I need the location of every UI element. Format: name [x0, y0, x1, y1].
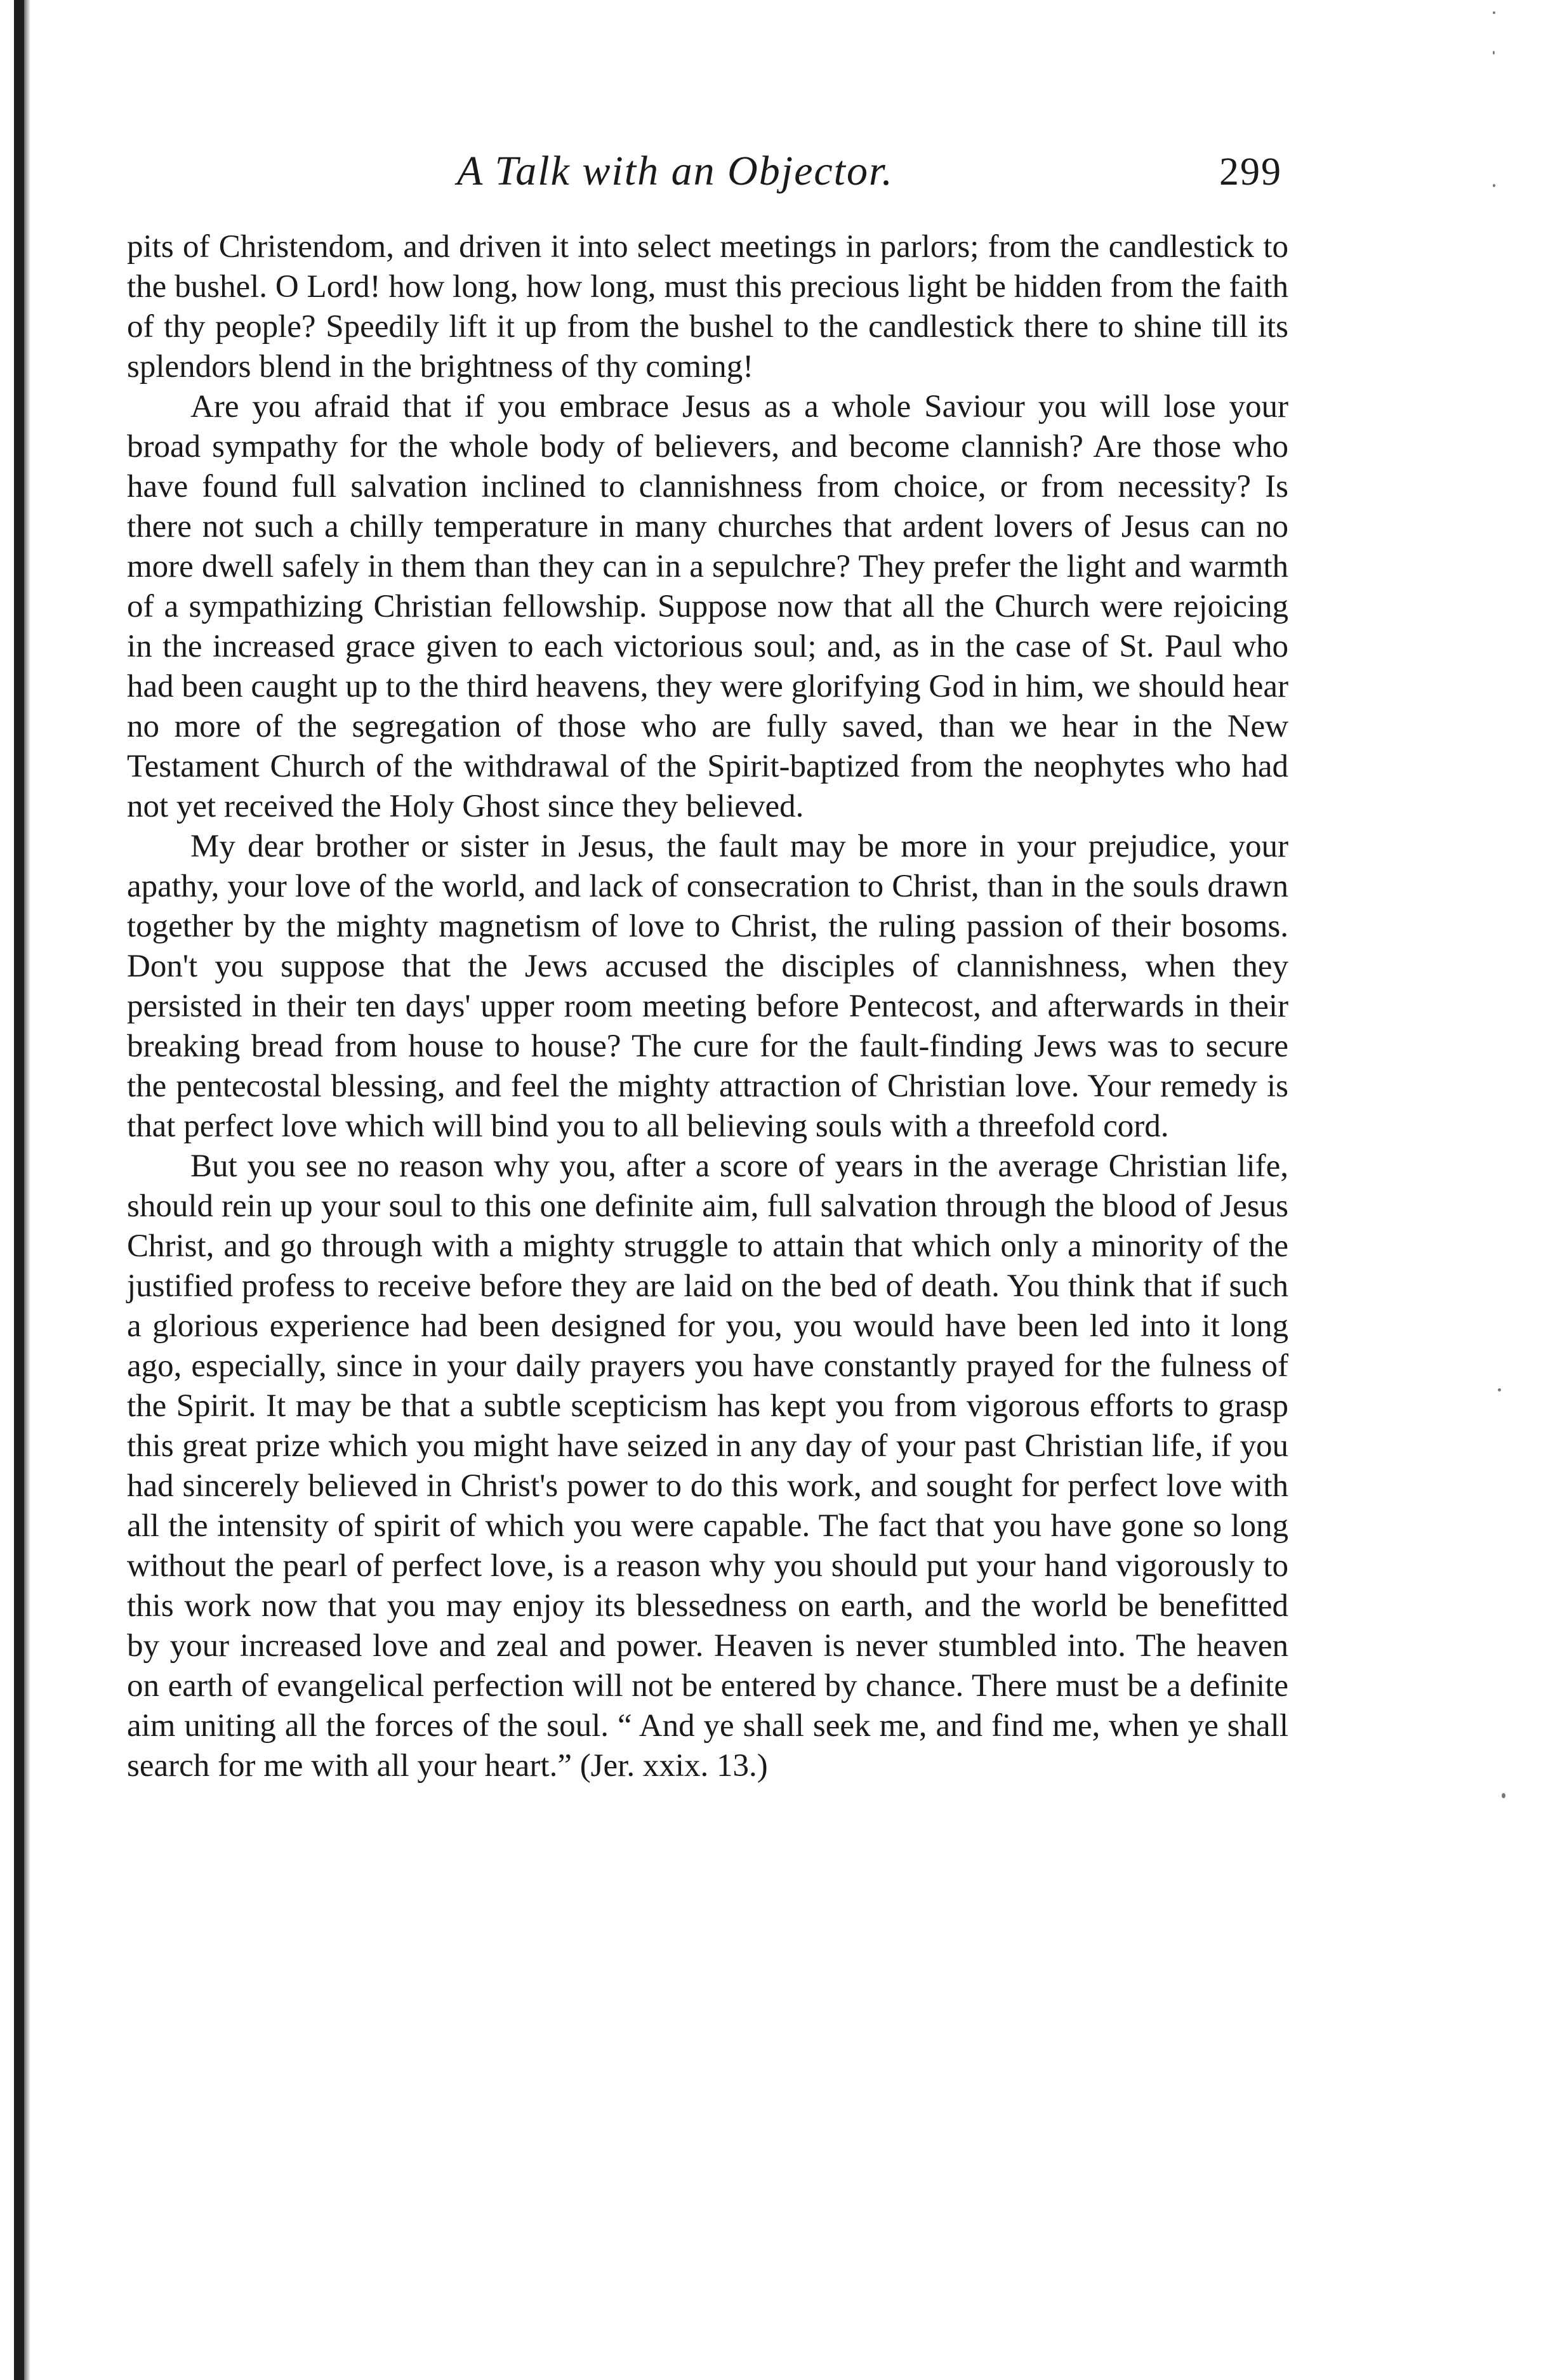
page-header: [127, 147, 1282, 217]
page-number: 299: [1219, 150, 1282, 194]
scan-speck: [1493, 51, 1495, 55]
paragraph-3: My dear brother or sister in Jesus, the fault may be more in your prejudice, your apathy, your love of the world, and lack of consecration to Christ, than in the souls drawn together by the mighty magnetism of love to Christ, the ruling passion of their bosoms. Don't you suppose that the Jews accused the disciples of clannishness, when they persisted in their ten days' upper room meeting before Pentecost, and afterwards in their breaking bread from house to house? The cure for the fault-finding Jews was to secure the pentecostal blessing, and feel the mighty attraction of Christian love. Your remedy is that perfect love which will bind you to all believing souls with a threefold cord.: [127, 829, 1288, 1144]
scan-speck: [1498, 1388, 1501, 1391]
paragraph-1: pits of Christendom, and driven it into select meetings in parlors; from the candlestick to the bushel. O Lord! how long, how long, must this precious light be hidden from the faith of thy people? Speedily lift it up from the bushel to the candlestick there to shine till its splendors blend in the brightness of thy coming!: [127, 229, 1288, 385]
paragraph-4: But you see no reason why you, after a score of years in the average Christian life, should rein up your soul to this one definite aim, full salvation through the blood of Jesus Christ, and go through with a mighty struggle to attain that which only a minority of the justified profess to receive before they are laid on the bed of death. You think that if such a glorious experience had been designed for you, you would have been led into it long ago, especially, since in your daily prayers you have constantly prayed for the fulness of the Spirit. It may be that a subtle scepticism has kept you from vigorous efforts to grasp this great prize which you might have seized in any day of your past Christian life, if you had sincerely believed in Christ's power to do this work, and sought for perfect love with all the intensity of spirit of which you were capable. The fact that you have gone so long without the pearl of perfect love, is a reason why you should put your hand vigorously to this work now that you may enjoy its blessedness on earth, and the world be benefitted by your increased love and zeal and power. Heaven is never stumbled into. The heaven on earth of evangelical perfection will not be entered by chance. There must be a definite aim uniting all the forces of the soul. “ And ye shall seek me, and find me, when ye shall search for me with all your heart.” (Jer. xxix. 13.): [127, 1148, 1288, 1784]
running-title: A Talk with an Objector.: [457, 148, 894, 194]
page-binding-edge: [14, 0, 24, 2380]
paragraph-2: Are you afraid that if you embrace Jesus as a whole Saviour you will lose your broad sympathy for the whole body of believers, and become clannish? Are those who have found full salvation inclined to clannishness from choice, or from necessity? Is there not such a chilly temperature in many churches that ardent lovers of Jesus can no more dwell safely in them than they can in a sepulchre? They prefer the light and warmth of a sympathizing Christian fellowship. Suppose now that all the Church were rejoicing in the increased grace given to each victorious soul; and, as in the case of St. Paul who had been caught up to the third heavens, they were glorifying God in him, we should hear no more of the segregation of those who are fully saved, than we hear in the New Testament Church of the withdrawal of the Spirit-baptized from the neophytes who had not yet received the Holy Ghost since they believed.: [127, 389, 1288, 824]
scan-speck: [1502, 1793, 1505, 1798]
scan-speck: [1493, 184, 1495, 187]
page-binding-shadow: [24, 0, 30, 2380]
body-text: [127, 227, 1288, 1786]
scan-speck: [1493, 11, 1495, 14]
